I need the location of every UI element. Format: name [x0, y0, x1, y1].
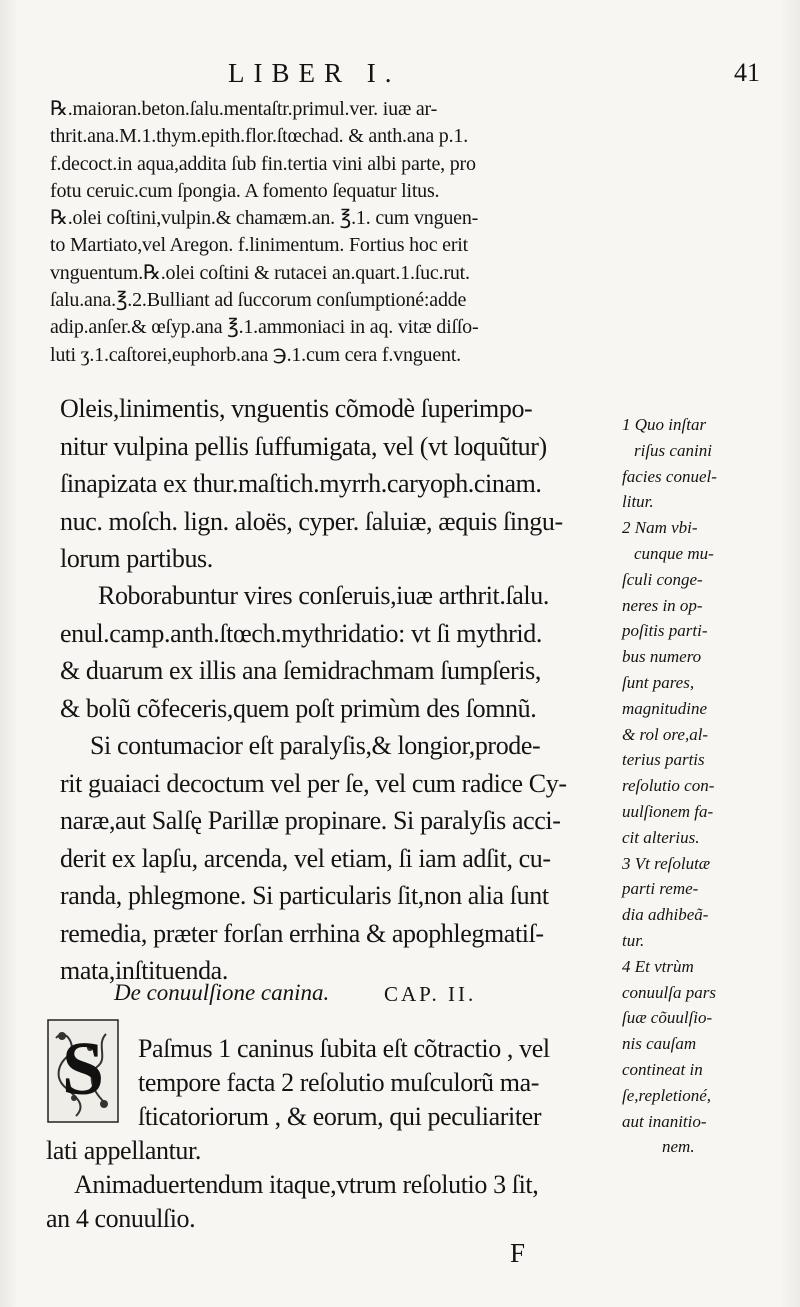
- margin-line: cunque mu-: [634, 543, 714, 563]
- margin-line: terius partis: [622, 750, 705, 770]
- margin-line: neres in op-: [622, 595, 703, 615]
- text-line: enul.camp.anth.ſtœch.mythridatio: vt ſi mythrid.: [60, 618, 542, 648]
- chapter-title: De conuulſione canina.: [114, 980, 330, 1005]
- margin-line: ſuæ cõuulſio-: [622, 1008, 713, 1028]
- margin-line: aut inanitio-: [622, 1111, 707, 1131]
- recipe-line: vnguentum.℞.olei coſtini & rutacei an.quart.1.ſuc.rut.: [50, 261, 470, 284]
- margin-line: conuulſa pars: [622, 982, 716, 1002]
- recipe-line: luti ʒ.1.caſtorei,euphorb.ana ℈.1.cum cera f.vnguent.: [50, 343, 461, 366]
- recipe-line: thrit.ana.M.1.thym.epith.flor.ſtœchad. & anth.ana p.1.: [50, 125, 468, 148]
- margin-line: ſunt pares,: [622, 672, 695, 692]
- page-number: 41: [734, 58, 760, 87]
- margin-line: litur.: [622, 492, 654, 512]
- recipe-line: fotu ceruic.cum ſpongia. A fomento ſequatur litus.: [50, 179, 440, 202]
- text-line: an 4 conuulſio.: [46, 1204, 196, 1233]
- margin-line: dia adhibeã-: [622, 905, 709, 925]
- margin-line: bus numero: [622, 647, 702, 667]
- text-line: lati appellantur.: [46, 1136, 201, 1165]
- text-line: & duarum ex illis ana ſemidrachmam ſumpſeris,: [60, 656, 541, 685]
- recipe-line: adip.anſer.& œſyp.ana ℥.1.ammoniaci in aq. vitæ diſſo-: [50, 316, 479, 339]
- margin-line: parti reme-: [622, 879, 699, 899]
- margin-line: uulſionem fa-: [622, 801, 714, 821]
- margin-line: facies conuel-: [622, 466, 717, 486]
- margin-line: ſculi conge-: [622, 569, 703, 589]
- catchword: F: [510, 1238, 526, 1268]
- svg-text:S: S: [61, 1027, 105, 1111]
- margin-line: tur.: [622, 930, 645, 950]
- margin-line: magnitudine: [622, 698, 707, 718]
- text-line: Animaduertendum itaque,vtrum reſolutio 3 ſit,: [74, 1170, 539, 1199]
- recipe-line: f.decoct.in aqua,addita ſub fin.tertia vini albi parte, pro: [50, 152, 476, 175]
- text-line: rit guaiaci decoctum vel per ſe, vel cum radice Cy-: [60, 768, 567, 798]
- margin-line: 2 Nam vbi-: [622, 518, 698, 538]
- recipe-line: ℞.olei coſtini,vulpin.& chamæm.an. ℥.1. cum vnguen-: [50, 207, 479, 230]
- margin-line: 4 Et vtrùm: [622, 956, 694, 976]
- running-title: LIBER I.: [228, 58, 401, 88]
- text-line: nuc. moſch. lign. aloës, cyper. ſaluiæ, æquis ſingu-: [60, 506, 563, 536]
- text-line: naræ,aut Salſę Parillæ propinare. Si paralyſis acci-: [60, 806, 561, 835]
- text-line: remedia, præter forſan errhina & apophlegmatiſ-: [60, 918, 544, 948]
- text-line: & bolũ cõfeceris,quem poſt primùm des ſomnũ.: [60, 693, 537, 723]
- chapter-heading: [114, 980, 634, 1014]
- text-line: Paſmus 1 caninus ſubita eſt cõtractio , vel: [138, 1034, 550, 1063]
- running-head: [0, 58, 800, 94]
- margin-line: riſus canini: [634, 440, 712, 460]
- text-line: randa, phlegmone. Si particularis ſit,non alia ſunt: [60, 881, 549, 910]
- margin-line: ſe,repletioné,: [622, 1085, 712, 1105]
- paragraph-3: [46, 1032, 626, 1236]
- text-line: Oleis,linimentis, vnguentis cõmodè ſuperimpo-: [60, 394, 533, 423]
- margin-line: 1 Quo inſtar: [622, 415, 707, 434]
- margin-line: 3 Vt reſolutæ: [622, 853, 711, 873]
- text-line: ſinapizata ex thur.maſtich.myrrh.caryoph.cinam.: [60, 469, 542, 498]
- text-line: ſticatoriorum , & eorum, qui peculiariter: [138, 1102, 542, 1131]
- recipe-block: [50, 96, 610, 369]
- margin-line: poſitis parti-: [622, 621, 708, 641]
- margin-line: contineat in: [622, 1059, 703, 1079]
- margin-line: nem.: [662, 1137, 695, 1157]
- paragraph-1: [60, 390, 620, 578]
- text-line: Roborabuntur vires conſeruis,iuæ arthrit.ſalu.: [98, 581, 549, 610]
- paragraph-2: [60, 577, 620, 990]
- text-line: derit ex lapſu, arcenda, vel etiam, ſi iam adſit, cu-: [60, 843, 551, 873]
- text-line: tempore facta 2 reſolutio muſculorũ ma-: [138, 1068, 539, 1097]
- text-line: mata,inſtituenda.: [60, 956, 228, 985]
- recipe-line: to Martiato,vel Aregon. f.linimentum. Fortius hoc erit: [50, 234, 469, 257]
- margin-line: nis cauſam: [622, 1034, 697, 1054]
- margin-line: & rol ore,al-: [622, 724, 709, 744]
- margin-line: reſolutio con-: [622, 776, 715, 796]
- text-line: lorum partibus.: [60, 544, 213, 573]
- recipe-line: ſalu.ana.℥.2.Bulliant ad ſuccorum conſumptioné:adde: [50, 289, 467, 312]
- chapter-label: CAP. II.: [384, 982, 477, 1006]
- text-line: Si contumacior eſt paralyſis,& longior,prode-: [90, 731, 541, 760]
- marginal-notes: [622, 412, 800, 1160]
- recipe-line: ℞.maioran.beton.ſalu.mentaſtr.primul.ver. iuæ ar-: [50, 98, 438, 120]
- text-line: nitur vulpina pellis ſuffumigata, vel (vt loquũtur): [60, 431, 547, 461]
- margin-line: cit alterius.: [622, 827, 700, 847]
